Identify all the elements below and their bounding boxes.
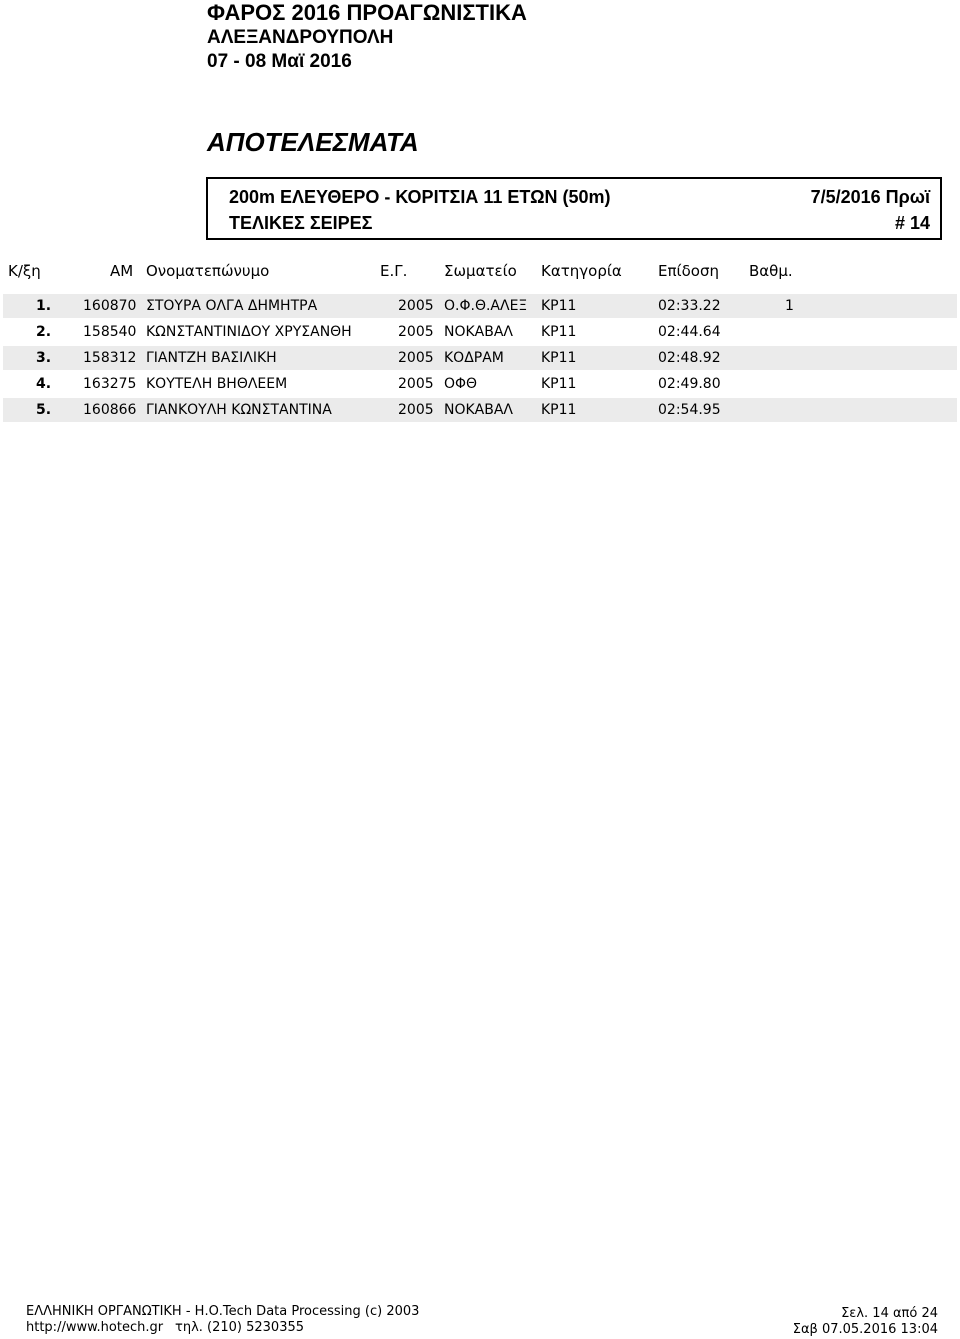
cell-club: ΝΟΚΑΒΑΛ bbox=[444, 402, 514, 418]
table-row bbox=[3, 372, 957, 396]
cell-points: 1 bbox=[785, 298, 794, 314]
event-round: ΤΕΛΙΚΕΣ ΣΕΙΡΕΣ bbox=[229, 213, 373, 233]
cell-am: 158540 bbox=[83, 324, 137, 340]
header-time: Επίδοση bbox=[658, 262, 719, 280]
table-row bbox=[3, 294, 957, 318]
event-name: 200m ΕΛΕΥΘΕΡΟ - ΚΟΡΙΤΣΙΑ 11 ΕΤΩΝ (50m) bbox=[229, 187, 611, 207]
cell-year: 2005 bbox=[398, 350, 434, 366]
event-number: # 14 bbox=[894, 213, 930, 233]
header-rank: Κ/ξη bbox=[8, 262, 41, 280]
cell-category: ΚΡ11 bbox=[541, 298, 577, 314]
footer-website[interactable]: http://www.hotech.gr bbox=[26, 1320, 164, 1335]
cell-am: 158312 bbox=[83, 350, 137, 366]
event-date: 7/5/2016 Πρωϊ bbox=[810, 187, 930, 207]
header-name: Ονοματεπώνυμο bbox=[146, 262, 270, 280]
cell-club: ΝΟΚΑΒΑΛ bbox=[444, 324, 514, 340]
header-category: Κατηγορία bbox=[541, 262, 622, 280]
cell-rank: 3. bbox=[36, 350, 52, 366]
cell-year: 2005 bbox=[398, 324, 434, 340]
cell-year: 2005 bbox=[398, 298, 434, 314]
cell-time: 02:44.64 bbox=[658, 324, 721, 340]
cell-category: ΚΡ11 bbox=[541, 350, 577, 366]
meet-dates: 07 - 08 Μαϊ 2016 bbox=[207, 51, 352, 72]
header-club: Σωματείο bbox=[444, 262, 517, 280]
footer-company: ΕΛΛΗΝΙΚΗ ΟΡΓΑΝΩΤΙΚΗ - Η.Ο.Tech Data Processing (c) 2003 bbox=[26, 1304, 420, 1319]
cell-club: ΟΦΘ bbox=[444, 376, 478, 392]
cell-category: ΚΡ11 bbox=[541, 376, 577, 392]
cell-category: ΚΡ11 bbox=[541, 324, 577, 340]
cell-rank: 4. bbox=[36, 376, 52, 392]
footer-phone: τηλ. (210) 5230355 bbox=[175, 1320, 305, 1335]
cell-year: 2005 bbox=[398, 376, 434, 392]
cell-am: 163275 bbox=[83, 376, 137, 392]
cell-time: 02:33.22 bbox=[658, 298, 721, 314]
footer-page-number: Σελ. 14 από 24 bbox=[841, 1306, 938, 1321]
header-points: Βαθμ. bbox=[749, 262, 793, 280]
cell-year: 2005 bbox=[398, 402, 434, 418]
cell-time: 02:54.95 bbox=[658, 402, 721, 418]
table-row bbox=[3, 320, 957, 344]
cell-name: ΚΟΥΤΕΛΗ ΒΗΘΛΕΕΜ bbox=[146, 376, 288, 392]
cell-club: Ο.Φ.Θ.ΑΛΕΞ bbox=[444, 298, 528, 314]
cell-category: ΚΡ11 bbox=[541, 402, 577, 418]
results-heading: ΑΠΟΤΕΛΕΣΜΑΤΑ bbox=[207, 127, 419, 157]
cell-am: 160866 bbox=[83, 402, 137, 418]
cell-time: 02:49.80 bbox=[658, 376, 721, 392]
footer-print-date: Σαβ 07.05.2016 13:04 bbox=[792, 1322, 938, 1337]
cell-time: 02:48.92 bbox=[658, 350, 721, 366]
cell-rank: 5. bbox=[36, 402, 52, 418]
cell-rank: 1. bbox=[36, 298, 52, 314]
cell-am: 160870 bbox=[83, 298, 137, 314]
cell-name: ΚΩΝΣΤΑΝΤΙΝΙΔΟΥ ΧΡΥΣΑΝΘΗ bbox=[146, 324, 352, 340]
header-year: Ε.Γ. bbox=[380, 262, 408, 280]
meet-title: ΦΑΡΟΣ 2016 ΠΡΟΑΓΩΝΙΣΤΙΚΑ bbox=[207, 0, 527, 25]
header-am: ΑΜ bbox=[110, 262, 134, 280]
cell-rank: 2. bbox=[36, 324, 52, 340]
table-row bbox=[3, 398, 957, 422]
cell-name: ΓΙΑΝΤΖΗ ΒΑΣΙΛΙΚΗ bbox=[146, 350, 277, 366]
cell-name: ΣΤΟΥΡΑ ΟΛΓΑ ΔΗΜΗΤΡΑ bbox=[146, 298, 318, 314]
cell-name: ΓΙΑΝΚΟΥΛΗ ΚΩΝΣΤΑΝΤΙΝΑ bbox=[146, 402, 332, 418]
cell-club: ΚΟΔΡΑΜ bbox=[444, 350, 504, 366]
meet-city: ΑΛΕΞΑΝΔΡΟΥΠΟΛΗ bbox=[207, 27, 394, 48]
event-box bbox=[206, 177, 942, 240]
table-row bbox=[3, 346, 957, 370]
